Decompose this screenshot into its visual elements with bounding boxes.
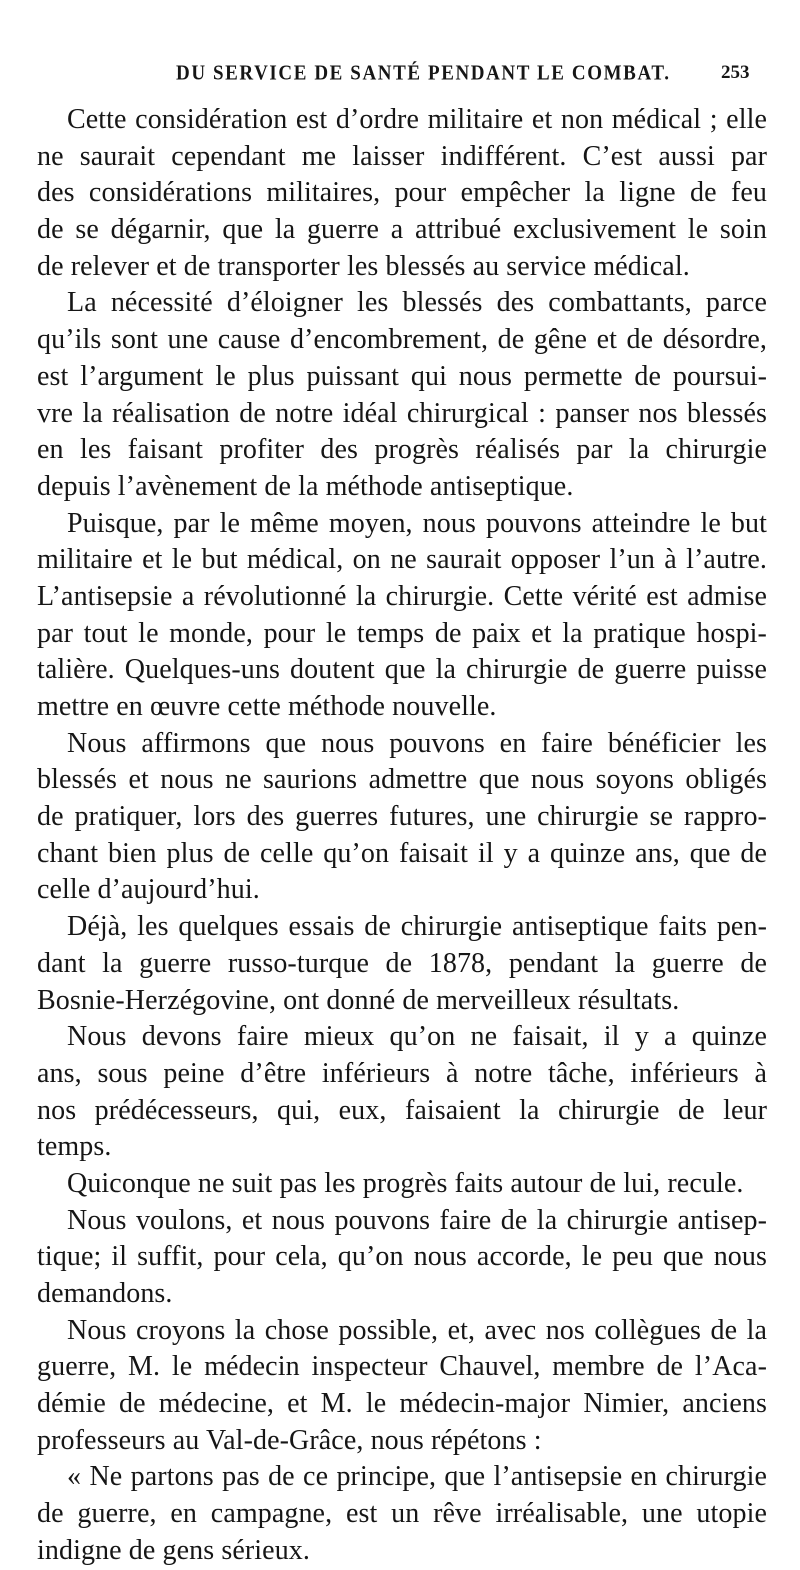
text-line: qu’ils sont une cause d’encombrement, de gêne et de désordre, [37, 324, 767, 356]
body-text [37, 102, 767, 1570]
paragraph [37, 726, 767, 909]
text-line: de guerre, en campagne, est un rêve irréalisable, une utopie [37, 1498, 767, 1530]
text-line: de pratiquer, lors des guerres futures, une chirurgie se rappro- [37, 801, 767, 833]
text-line: L’antisepsie a révolutionné la chirurgie. Cette vérité est admise [37, 580, 767, 612]
paragraph [37, 285, 767, 505]
text-line: Quiconque ne suit pas les progrès faits autour de lui, recule. [67, 1167, 744, 1199]
text-line: tique; il suffit, pour cela, qu’on nous accorde, le peu que nous [37, 1241, 767, 1273]
text-line: blessés et nous ne saurions admettre que nous soyons obligés [37, 764, 767, 796]
text-line: vre la réalisation de notre idéal chirurgical : panser nos blessés [37, 397, 767, 429]
text-line: indigne de gens sérieux. [37, 1534, 310, 1566]
text-line: celle d’aujourd’hui. [37, 874, 260, 906]
text-line: nos prédécesseurs, qui, eux, faisaient la chirurgie de leur [37, 1094, 767, 1126]
paragraph [37, 1313, 767, 1460]
text-line: par tout le monde, pour le temps de paix et la pratique hospi- [37, 617, 767, 649]
text-line: de se dégarnir, que la guerre a attribué exclusivement le soin [37, 214, 767, 246]
text-line: talière. Quelques-uns doutent que la chirurgie de guerre puisse [37, 654, 767, 686]
text-line: Nous croyons la chose possible, et, avec nos collègues de la [67, 1314, 767, 1346]
paragraph [37, 102, 767, 285]
text-line: en les faisant profiter des progrès réalisés par la chirurgie [37, 434, 767, 466]
paragraph [37, 506, 767, 726]
text-line: Déjà, les quelques essais de chirurgie antiseptique faits pen- [67, 911, 767, 943]
text-line: ans, sous peine d’être inférieurs à notre tâche, inférieurs à [37, 1057, 767, 1089]
text-line: démie de médecine, et M. le médecin-major Nimier, anciens [37, 1388, 767, 1420]
text-line: depuis l’avènement de la méthode antiseptique. [37, 470, 574, 502]
text-line: Nous affirmons que nous pouvons en faire bénéficier les [67, 727, 767, 759]
text-line: Bosnie-Herzégovine, ont donné de merveilleux résultats. [37, 984, 680, 1016]
text-line: La nécessité d’éloigner les blessés des combattants, parce [67, 287, 767, 319]
text-line: des considérations militaires, pour empêcher la ligne de feu [37, 177, 767, 209]
paragraph [37, 909, 767, 1019]
running-head [0, 62, 800, 96]
text-line: militaire et le but médical, on ne saurait opposer l’un à l’autre. [37, 544, 767, 576]
paragraph [37, 1019, 767, 1166]
text-line: est l’argument le plus puissant qui nous permette de poursui- [37, 360, 767, 392]
text-line: chant bien plus de celle qu’on faisait il y a quinze ans, que de [37, 837, 767, 869]
text-line: mettre en œuvre cette méthode nouvelle. [37, 691, 497, 722]
text-line: Cette considération est d’ordre militaire et non médical ; elle [67, 104, 767, 135]
text-line: de relever et de transporter les blessés au service médical. [37, 250, 690, 282]
text-line: ne saurait cependant me laisser indifférent. C’est aussi par [37, 140, 767, 172]
text-line: guerre, M. le médecin inspecteur Chauvel, membre de l’Aca- [37, 1351, 767, 1383]
text-line: Nous devons faire mieux qu’on ne faisait, il y a quinze [67, 1021, 767, 1053]
text-line: demandons. [37, 1278, 173, 1309]
page-number: 253 [721, 62, 750, 83]
text-line: Nous voulons, et nous pouvons faire de la chirurgie antisep- [67, 1204, 767, 1236]
paragraph [37, 1166, 767, 1203]
text-line: temps. [37, 1131, 112, 1163]
paragraph [37, 1203, 767, 1313]
running-head-title: DU SERVICE DE SANTÉ PENDANT LE COMBAT. [176, 62, 671, 86]
text-line: dant la guerre russo-turque de 1878, pendant la guerre de [37, 947, 767, 979]
text-line: Puisque, par le même moyen, nous pouvons atteindre le but [67, 507, 767, 539]
text-line: « Ne partons pas de ce principe, que l’antisepsie en chirurgie [67, 1461, 767, 1493]
text-line: professeurs au Val-de-Grâce, nous répétons : [37, 1424, 542, 1456]
